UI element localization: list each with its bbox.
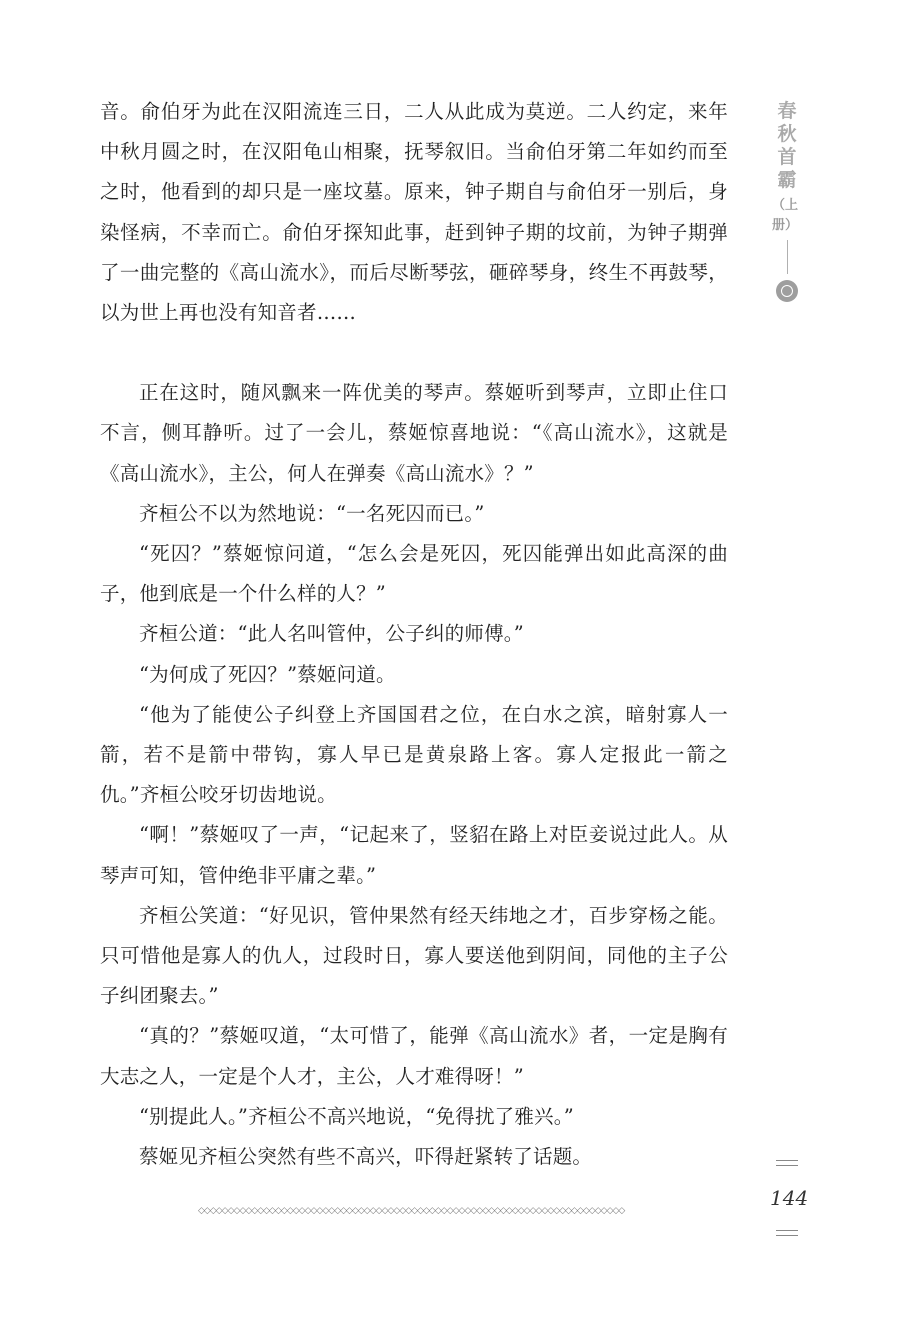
footer-ornament: ◇◇◇◇◇◇◇◇◇◇◇◇◇◇◇◇◇◇◇◇◇◇◇◇◇◇◇◇◇◇◇◇◇◇◇◇◇◇◇◇◇◇◇◇◇◇◇◇◇◇◇◇◇◇◇◇◇◇◇◇◇◇◇◇◇◇◇◇◇◇◇◇	[198, 1206, 625, 1216]
paragraph: “为何成了死囚？”蔡姬问道。	[139, 662, 396, 686]
paragraph: “他为了能使公子纠登上齐国国君之位，在白水之滨，暗射寡人一箭，若不是箭中带钩，寡人早已是黄泉路上客。寡人定报此一箭之仇。”齐桓公咬牙切齿地说。	[100, 702, 728, 807]
paragraph: 音。俞伯牙为此在汉阳流连三日，二人从此成为莫逆。二人约定，来年中秋月圆之时，在汉阳龟山相聚，抚琴叙旧。当俞伯牙第二年如约而至之时，他看到的却只是一座坟墓。原来，钟子期自与俞伯牙一别后，身染怪病，不幸而亡。俞伯牙探知此事，赶到钟子期的坟前，为钟子期弹了一曲完整的《高山流水》，而后尽断琴弦，砸碎琴身，终生不再鼓琴，以为世上再也没有知音者……	[100, 100, 728, 325]
page-number-rule-top	[776, 1160, 798, 1166]
side-book-title	[772, 100, 802, 302]
side-title-divider	[787, 240, 788, 274]
paragraph: 齐桓公道：“此人名叫管仲，公子纠的师傅。”	[139, 622, 524, 646]
paragraph: 齐桓公不以为然地说：“一名死囚而已。”	[139, 501, 485, 525]
section-gap	[100, 333, 728, 373]
paragraph: 正在这时，随风飘来一阵优美的琴声。蔡姬听到琴声，立即止住口不言，侧耳静听。过了一会儿，蔡姬惊喜地说：“《高山流水》，这就是《高山流水》，主公，何人在弹奏《高山流水》？”	[100, 381, 728, 485]
paragraph: “死囚？”蔡姬惊问道，“怎么会是死囚，死囚能弹出如此高深的曲子，他到底是一个什么样的人？”	[100, 542, 728, 606]
page-number: 144	[770, 1186, 809, 1210]
paragraph: “啊！”蔡姬叹了一声，“记起来了，竖貂在路上对臣妾说过此人。从琴声可知，管仲绝非平庸之辈。”	[100, 823, 728, 887]
paragraph: “别提此人。”齐桓公不高兴地说，“免得扰了雅兴。”	[139, 1104, 574, 1128]
page-body	[100, 92, 728, 1177]
paragraph: “真的？”蔡姬叹道，“太可惜了，能弹《高山流水》者，一定是胸有大志之人，一定是个人才，主公，人才难得呀！”	[100, 1024, 728, 1088]
side-title-char: 春	[777, 100, 797, 122]
seal-icon	[776, 280, 798, 302]
page-number-rule-bottom	[776, 1230, 798, 1236]
paragraph: 齐桓公笑道：“好见识，管仲果然有经天纬地之才，百步穿杨之能。只可惜他是寡人的仇人，过段时日，寡人要送他到阴间，同他的主子公子纠团聚去。”	[100, 903, 728, 1008]
side-title-char: 霸	[777, 169, 797, 191]
side-title-char: 首	[777, 146, 797, 168]
paragraph: 蔡姬见齐桓公突然有些不高兴，吓得赶紧转了话题。	[139, 1145, 593, 1169]
side-title-char: 秋	[777, 123, 797, 145]
side-title-volume: （上册）	[772, 198, 799, 233]
